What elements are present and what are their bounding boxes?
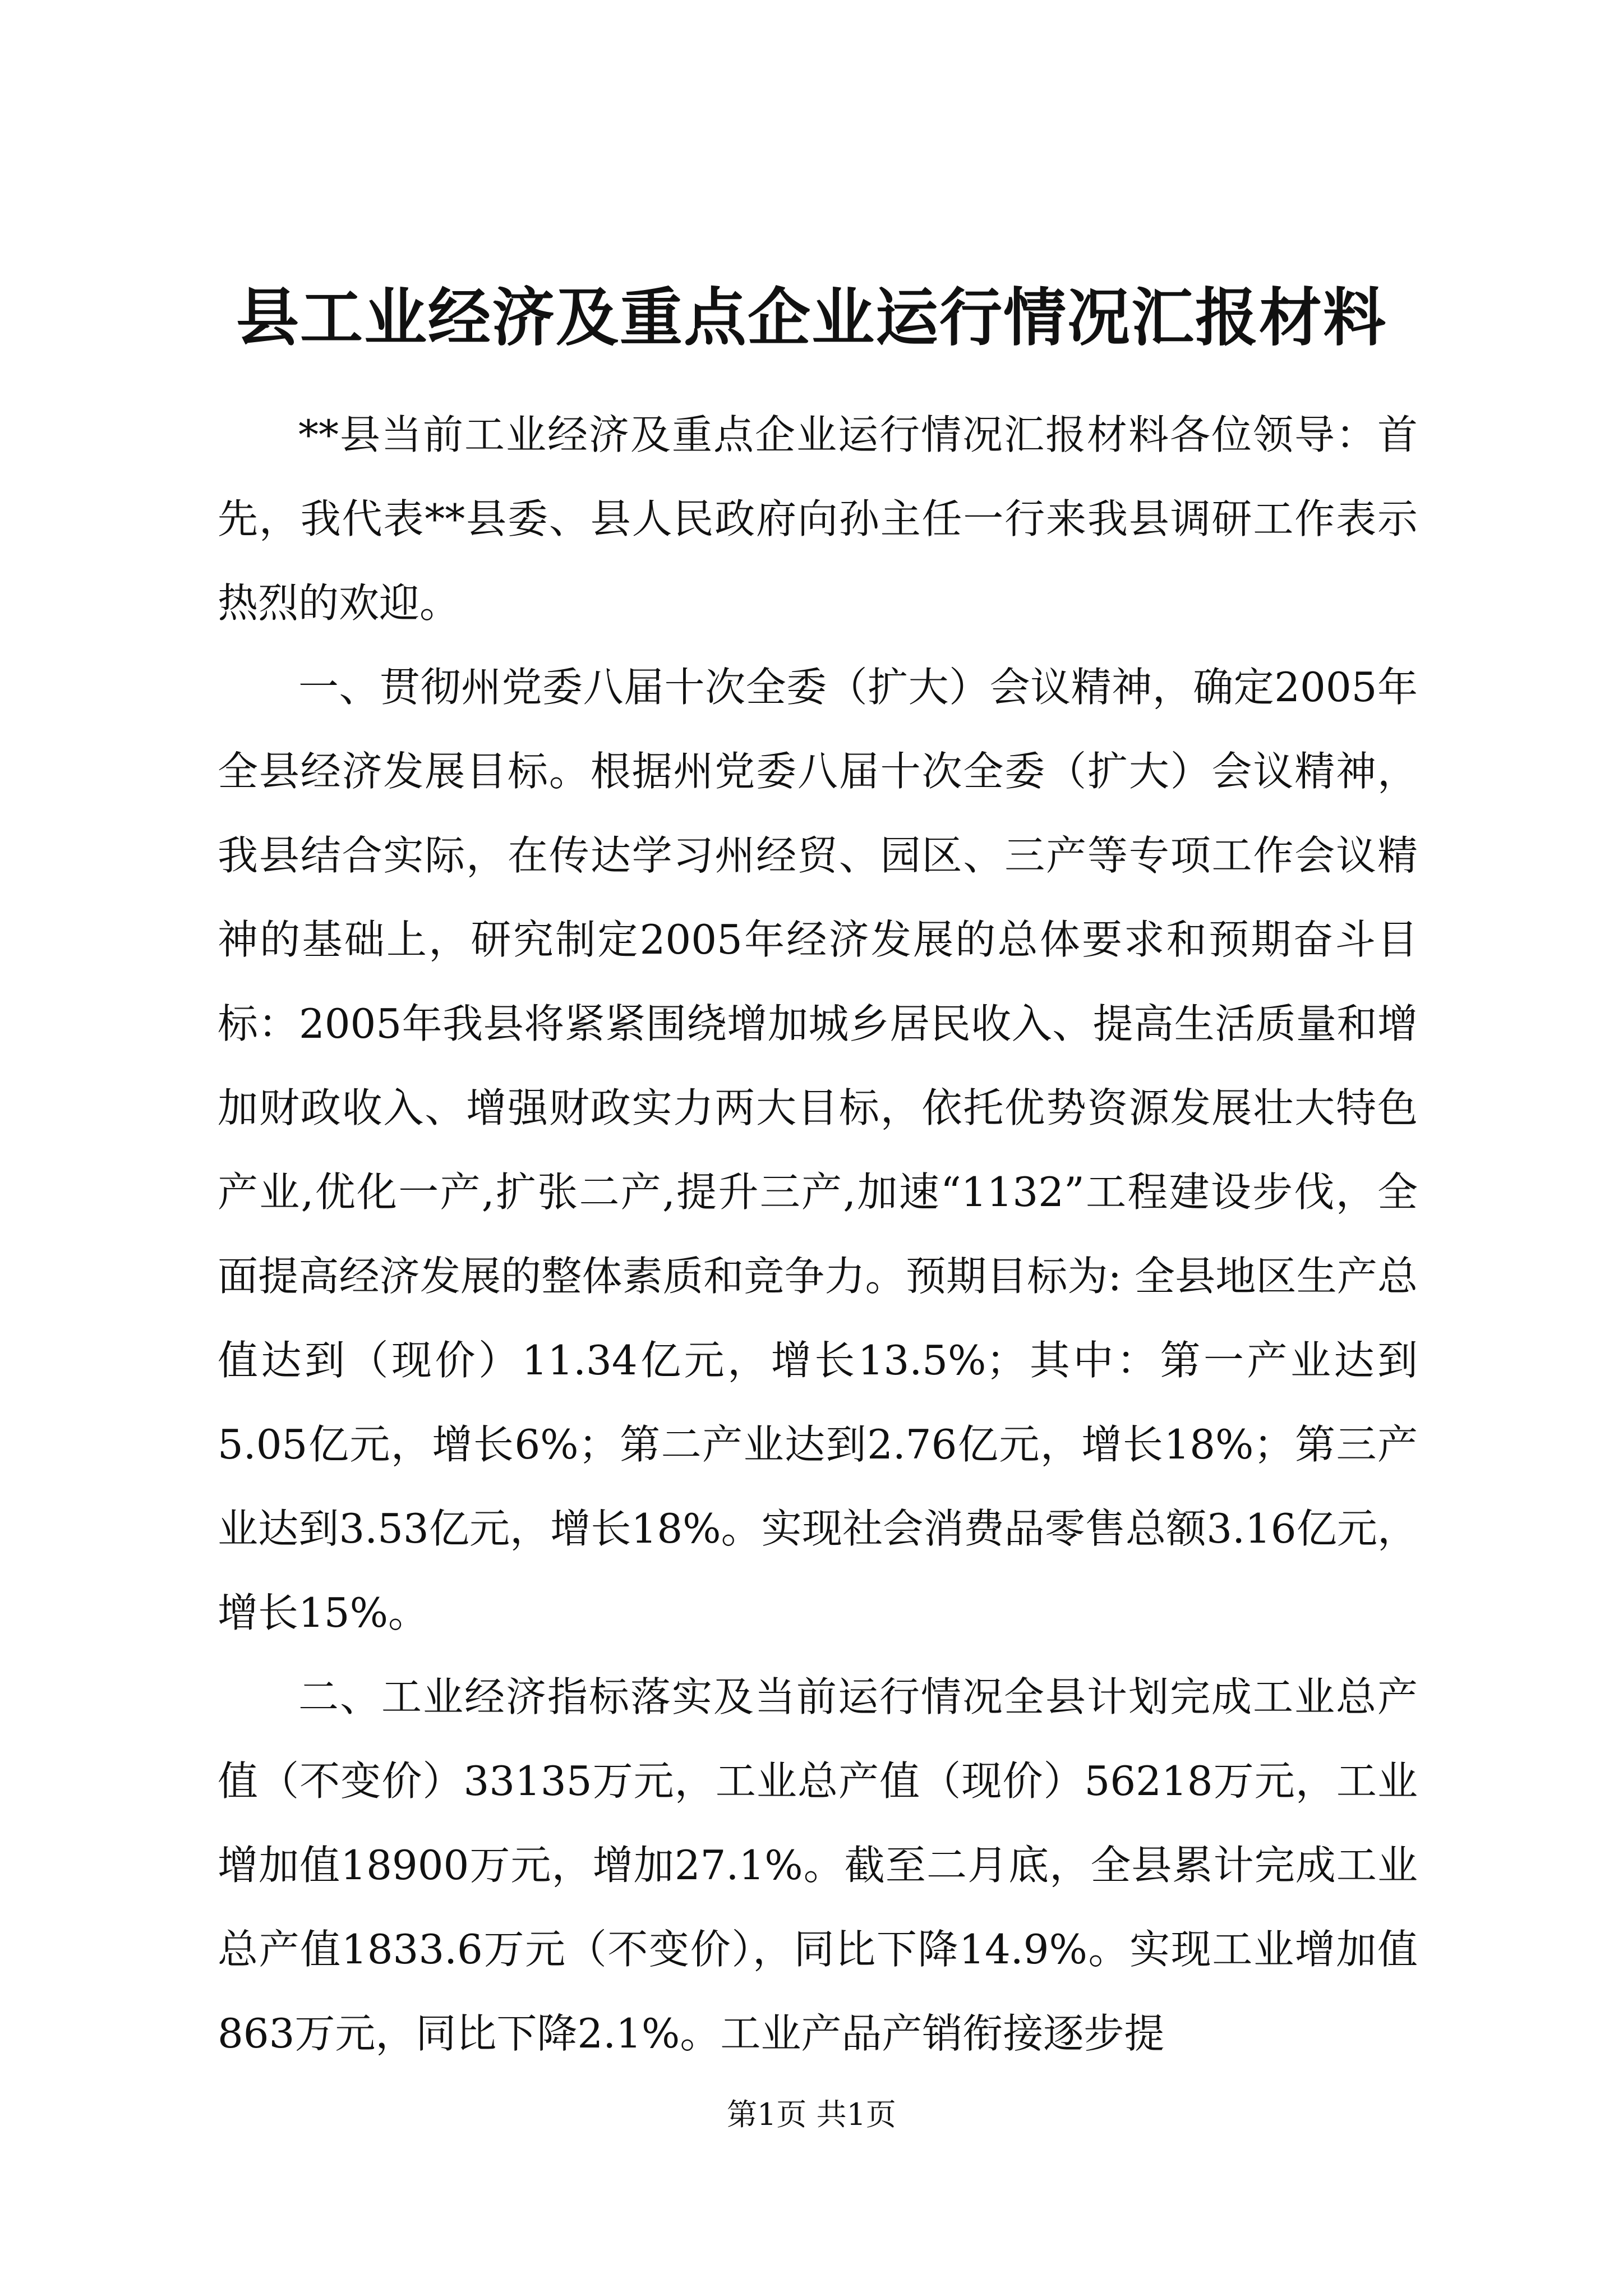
document-title: 县工业经济及重点企业运行情况汇报材料 bbox=[236, 281, 1387, 355]
page-number-footer: 第1页 共1页 bbox=[727, 2097, 896, 2132]
document-body bbox=[218, 393, 1418, 2076]
paragraph-section-one: 一、贯彻州党委八届十次全委（扩大）会议精神，确定2005年全县经济发展目标。根据州党委八届十次全委（扩大）会议精神，我县结合实际，在传达学习州经贸、园区、三产等专项工作会议精神的基础上，研究制定2005年经济发展的总体要求和预期奋斗目标：2005年我县将紧紧围绕增加城乡居民收入、提高生活质量和增加财政收入、增强财政实力两大目标，依托优势资源发展壮大特色产业,优化一产,扩张二产,提升三产,加速“1132”工程建设步伐，全面提高经济发展的整体素质和竞争力。预期目标为: 全县地区生产总值达到（现价）11.34亿元，增长13.5%；其中：第一产业达到5.05亿元，增长6%；第二产业达到2.76亿元，增长18%；第三产业达到3.53亿元，增长18%。实现社会消费品零售总额3.16亿元，增长15%。 bbox=[218, 664, 1418, 1636]
paragraph-section-two: 二、工业经济指标落实及当前运行情况全县计划完成工业总产值（不变价）33135万元，工业总产值（现价）56218万元，工业增加值18900万元，增加27.1%。截至二月底，全县累计完成工业总产值1833.6万元（不变价），同比下降14.9%。实现工业增加值863万元，同比下降2.1%。工业产品产销衔接逐步提 bbox=[218, 1673, 1418, 2057]
paragraph-intro: **县当前工业经济及重点企业运行情况汇报材料各位领导：首先，我代表**县委、县人民政府向孙主任一行来我县调研工作表示热烈的欢迎。 bbox=[218, 411, 1418, 627]
